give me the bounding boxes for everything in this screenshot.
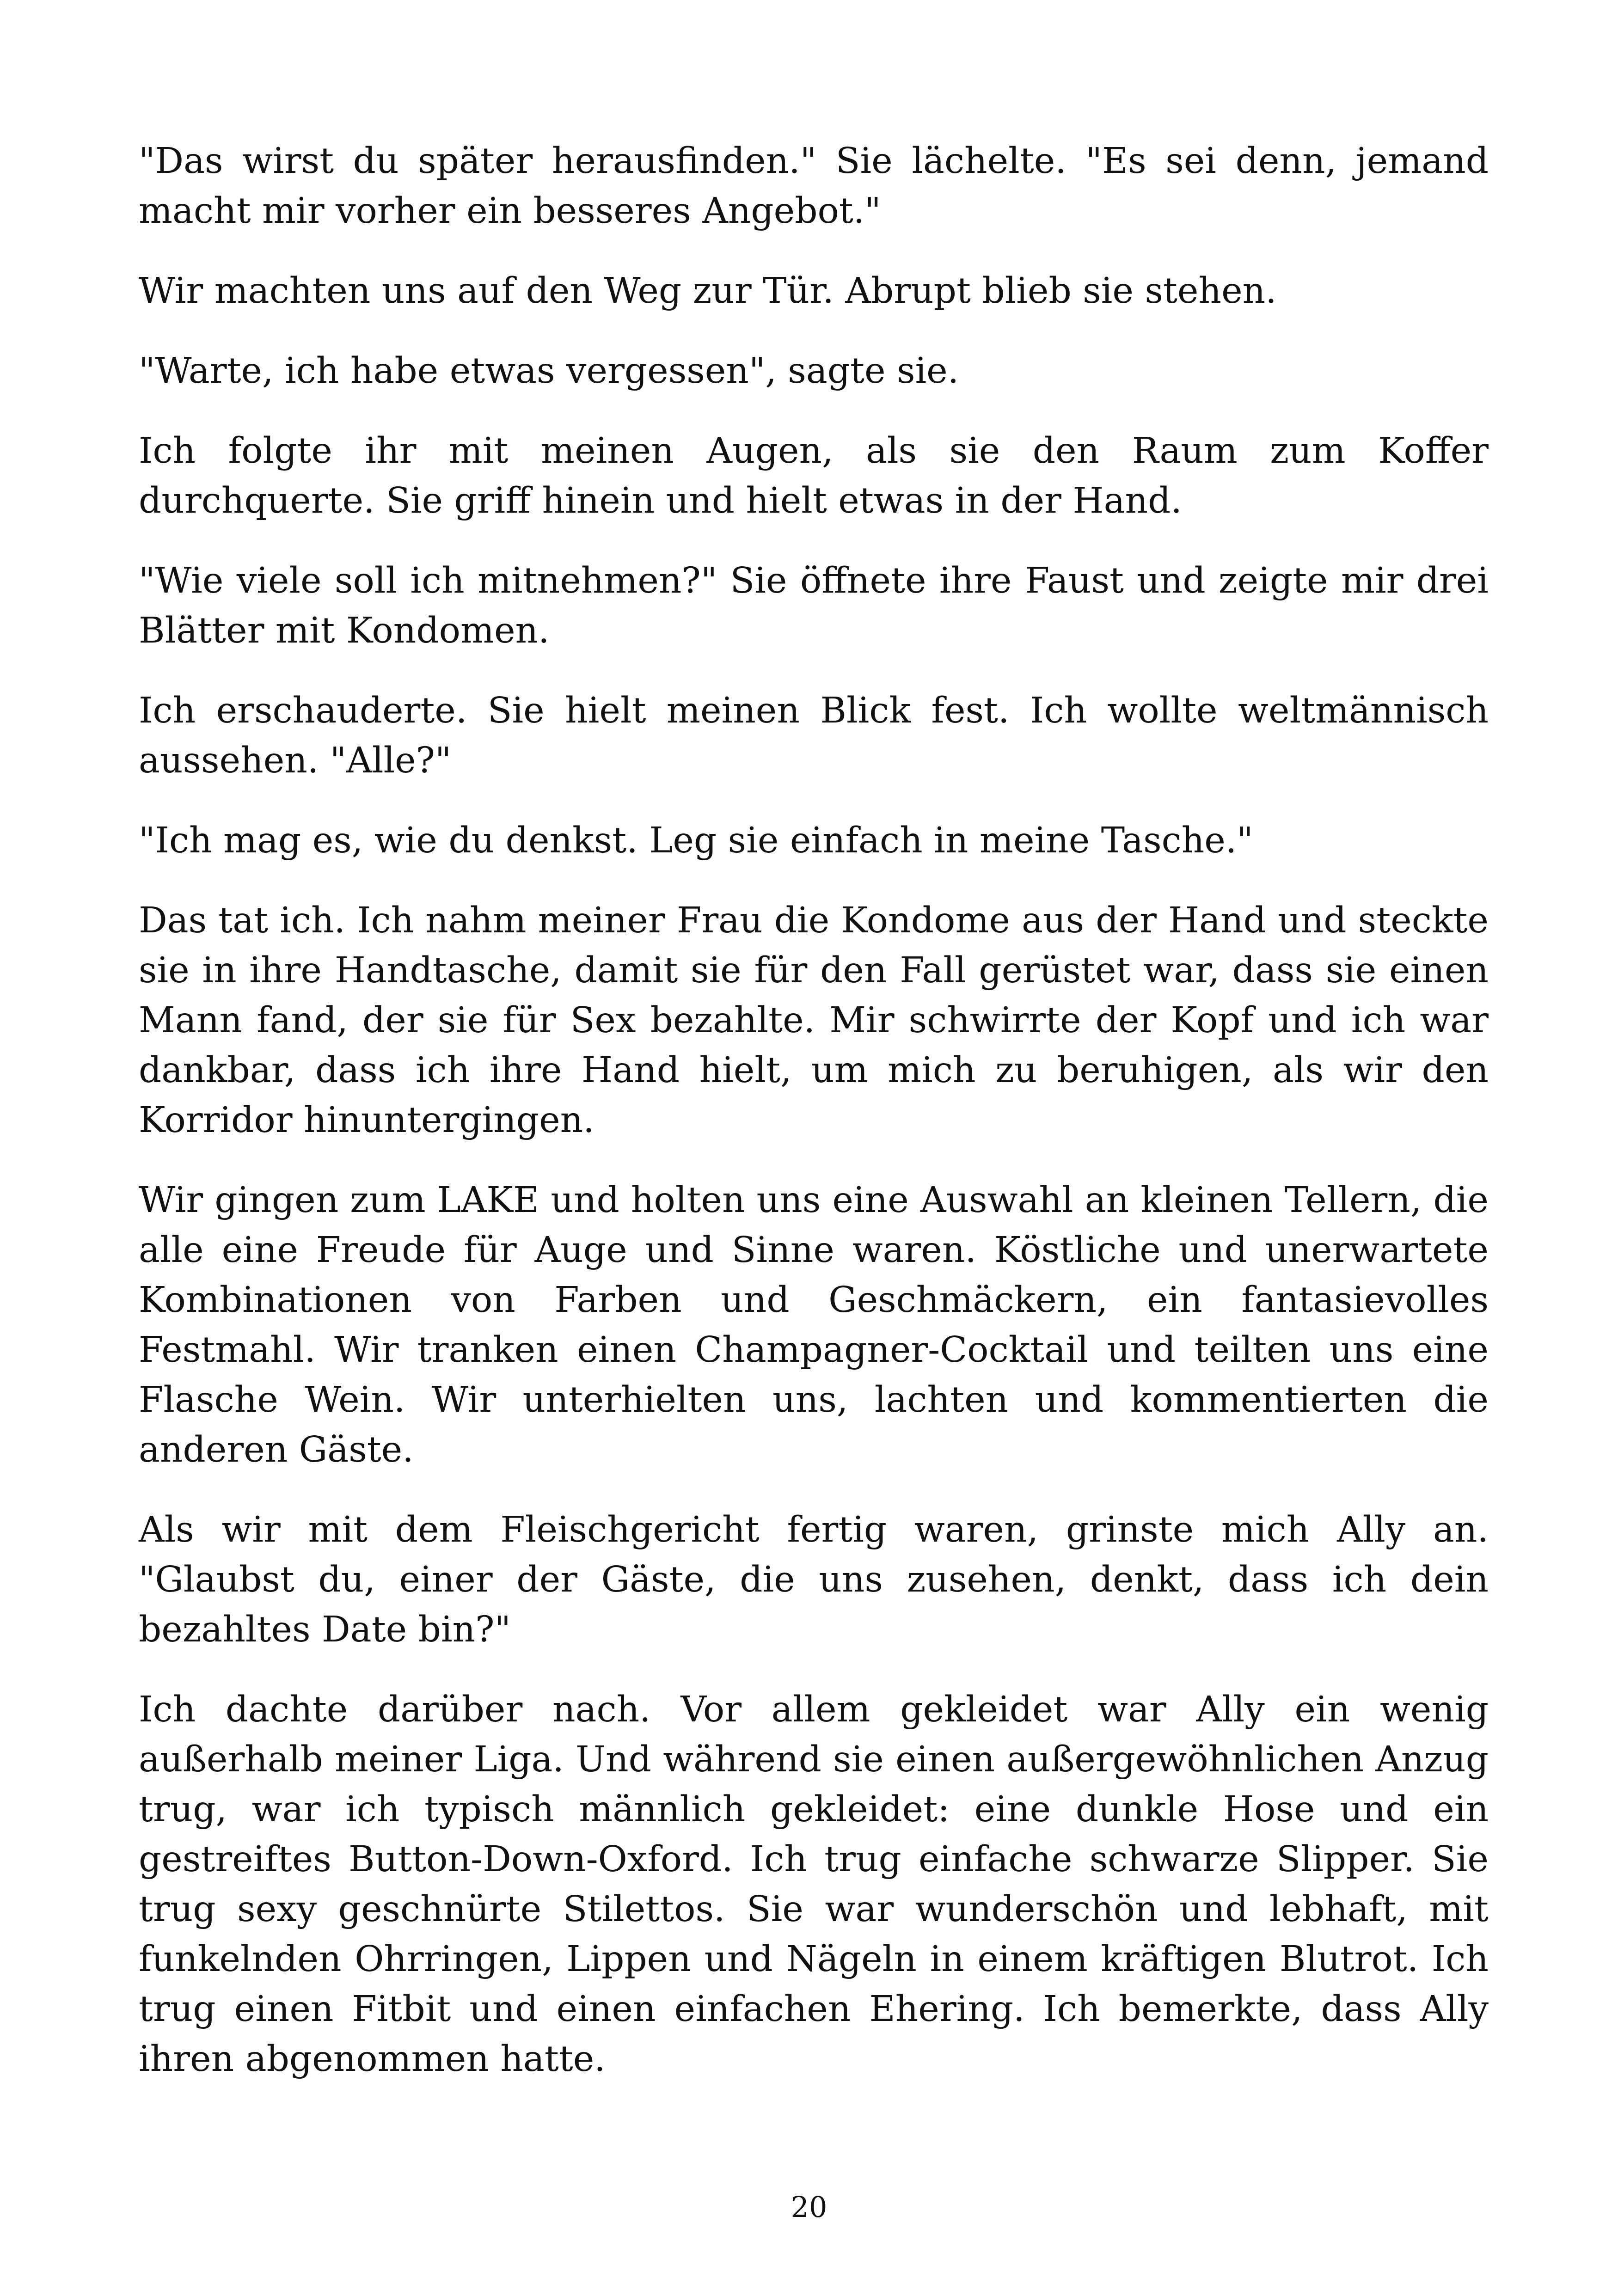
paragraph: Wir machten uns auf den Weg zur Tür. Abrupt blieb sie stehen. bbox=[139, 270, 1277, 312]
paragraph: "Warte, ich habe etwas vergessen", sagte sie. bbox=[139, 350, 959, 392]
paragraph: Ich dachte darüber nach. Vor allem gekleidet war Ally ein wenig außerhalb meiner Liga. Und während sie einen außergewöhnlichen Anzug trug, war ich typisch männlich gekleidet: eine dunkle Hose und ein gestreiftes Button-Down-Oxford. Ich trug einfache schwarze Slipper. Sie trug sexy geschnürte Stilettos. Sie war wunderschön und lebhaft, mit funkelnden Ohrringen, Lippen und Nägeln in einem kräftigen Blutrot. Ich trug einen Fitbit und einen einfachen Ehering. Ich bemerkte, dass Ally ihren abgenommen hatte. bbox=[139, 1689, 1489, 2080]
paragraph: "Wie viele soll ich mitnehmen?" Sie öffnete ihre Faust und zeigte mir drei Blätter mit Kondomen. bbox=[139, 560, 1489, 651]
paragraph: Ich erschauderte. Sie hielt meinen Blick fest. Ich wollte weltmännisch aussehen. "Alle?" bbox=[139, 690, 1489, 781]
paragraph: Ich folgte ihr mit meinen Augen, als sie den Raum zum Koffer durchquerte. Sie griff hinein und hielt etwas in der Hand. bbox=[139, 430, 1489, 521]
paragraph: Das tat ich. Ich nahm meiner Frau die Kondome aus der Hand und steckte sie in ihre Handtasche, damit sie für den Fall gerüstet war, dass sie einen Mann fand, der sie für Sex bezahlte. Mir schwirrte der Kopf und ich war dankbar, dass ich ihre Hand hielt, um mich zu beruhigen, als wir den Korridor hinuntergingen. bbox=[139, 900, 1489, 1141]
paragraph: Als wir mit dem Fleischgericht fertig waren, grinste mich Ally an. "Glaubst du, einer der Gäste, die uns zusehen, denkt, dass ich dein bezahltes Date bin?" bbox=[139, 1509, 1489, 1650]
body-text bbox=[139, 136, 1489, 2114]
paragraph: "Das wirst du später herausfinden." Sie lächelte. "Es sei denn, jemand macht mir vorher ein besseres Angebot." bbox=[139, 141, 1489, 232]
page-number: 20 bbox=[791, 2190, 827, 2224]
paragraph: Wir gingen zum LAKE und holten uns eine Auswahl an kleinen Tellern, die alle eine Freude für Auge und Sinne waren. Köstliche und unerwartete Kombinationen von Farben und Geschmäckern, ein fantasievolles Festmahl. Wir tranken einen Champagner-Cocktail und teilten uns eine Flasche Wein. Wir unterhielten uns, lachten und kommentierten die anderen Gäste. bbox=[139, 1180, 1489, 1470]
paragraph: "Ich mag es, wie du denkst. Leg sie einfach in meine Tasche." bbox=[139, 820, 1253, 861]
